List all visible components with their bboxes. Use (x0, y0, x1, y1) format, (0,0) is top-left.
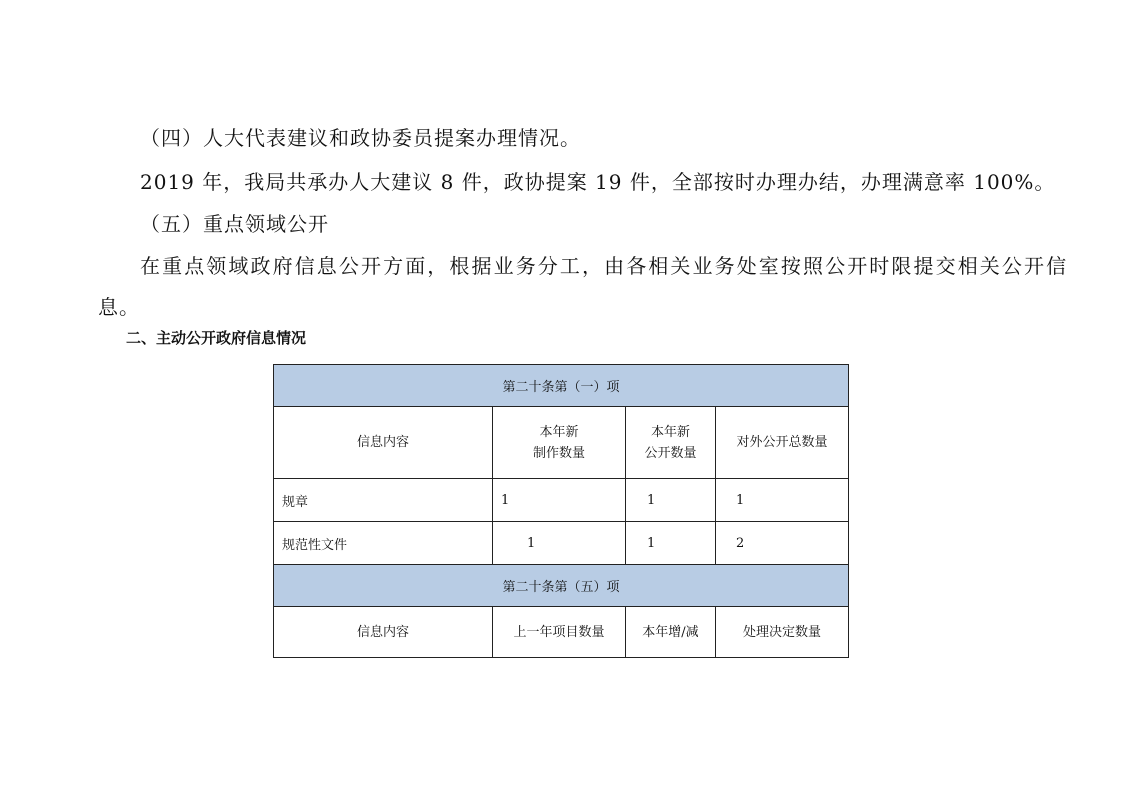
row-name: 规章 (274, 479, 493, 522)
table-row (274, 479, 849, 522)
header-new-public-line1: 本年新 (650, 424, 690, 440)
row-new-public: 1 (626, 479, 716, 522)
section-heading: 二、主动公开政府信息情况 (126, 329, 307, 347)
table-header-row (274, 407, 849, 479)
section1-title: 第二十条第（一）项 (274, 365, 849, 407)
paragraph-item-5-heading: （五）重点领域公开 (140, 212, 329, 236)
header-new-made-line1: 本年新 (539, 424, 579, 440)
row-total: 2 (716, 522, 849, 565)
header2-prev-year-count: 上一年项目数量 (493, 607, 626, 658)
header-new-made (493, 407, 626, 479)
row-total: 1 (716, 479, 849, 522)
header2-change: 本年增/减 (626, 607, 716, 658)
paragraph-item-4-heading: （四）人大代表建议和政协委员提案办理情况。 (140, 126, 581, 150)
table-section-header (274, 365, 849, 407)
row-new-made: 1 (493, 522, 626, 565)
header2-decision-count: 处理决定数量 (716, 607, 849, 658)
header2-info-content: 信息内容 (274, 607, 493, 658)
row-new-made: 1 (493, 479, 626, 522)
table-header-row (274, 607, 849, 658)
header-new-made-line2: 制作数量 (532, 445, 585, 461)
paragraph-proposals-summary: 2019 年，我局共承办人大建议 8 件，政协提案 19 件，全部按时办理办结，办理满意率 100%。 (140, 170, 1056, 194)
row-name: 规范性文件 (274, 522, 493, 565)
paragraph-key-areas-line2: 息。 (98, 295, 140, 319)
paragraph-key-areas-line1: 在重点领域政府信息公开方面，根据业务分工，由各相关业务处室按照公开时限提交相关公开信 (140, 254, 1069, 278)
header-info-content: 信息内容 (274, 407, 493, 479)
header-new-public (626, 407, 716, 479)
table-section-header (274, 565, 849, 607)
header-new-public-line2: 公开数量 (644, 445, 697, 461)
header-total-public: 对外公开总数量 (716, 407, 849, 479)
disclosure-table (273, 364, 849, 658)
row-new-public: 1 (626, 522, 716, 565)
table-row (274, 522, 849, 565)
section2-title: 第二十条第（五）项 (274, 565, 849, 607)
